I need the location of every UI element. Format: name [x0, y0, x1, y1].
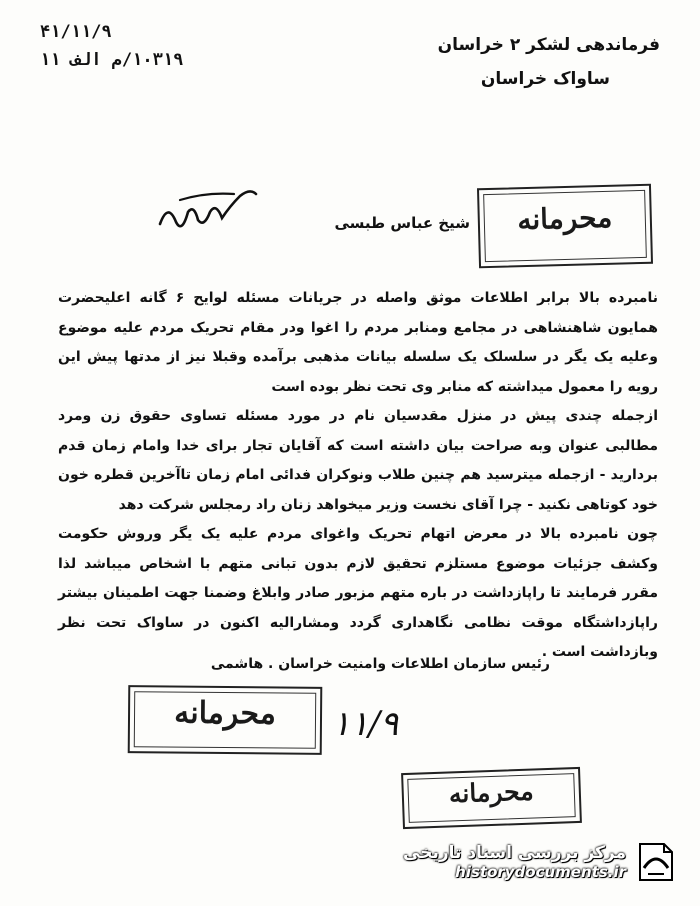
sender-line-2: ساواک خراسان — [480, 69, 610, 89]
body-paragraph-1: نامبرده بالا برابر اطلاعات موثق واصله در جریانات مسئله لوایح ۶ گانه اعلیحضرت همایون شاهنشاهی در مجامع ومنابر مردم را اغوا ودر مقام تحریک مردم علیه موضوع وعلیه یک یگر در سلسلک یک سلسله بیانات مذهبی برآمده وقبلا نیز از مدتها پیش این رویه را معمول میداشته که منابر وی تحت نظر بوده است — [58, 290, 658, 395]
signer-line: رئیس سازمان اطلاعات وامنیت خراسان . هاشمی — [210, 656, 550, 672]
confidential-stamp-middle-text: محرمانه — [174, 695, 277, 732]
body-paragraph-2: ازجمله چندی پیش در منزل مقدسیان نام در مورد مسئله تساوی حقوق زن ومرد مطالبی عنوان وبه صراحت بیان داشته است که آقایان تجار برای خدا وامام زمان قدم بردارید - ازجمله میترسید هم چنین طلاب ونوکران فدائی امام زمان تاآخرین قطره خون خود کوتاهی نکنید - چرا آقای نخست وزیر میخواهد زنان راد رمجلس شرکت دهد — [58, 408, 658, 513]
sender-line-1: فرماندهی لشکر ۲ خراسان — [437, 35, 660, 55]
handwritten-signature — [150, 182, 260, 246]
document-center-logo-icon — [634, 838, 678, 886]
confidential-stamp-bottom — [401, 767, 582, 829]
document-reference-number: ۱۰۳۱۹/م الف ۱۱ — [40, 50, 184, 70]
document-date: ۴۱/۱۱/۹ — [40, 22, 112, 42]
date-reference-block — [40, 18, 240, 74]
confidential-stamp-bottom-text: محرمانه — [448, 776, 535, 809]
letter-body — [58, 284, 658, 668]
confidential-stamp-top — [477, 184, 653, 269]
logo-url-text: historydocuments.ir — [455, 863, 626, 881]
watermark-logo — [403, 838, 678, 886]
sender-block — [400, 28, 660, 96]
logo-persian-text: مرکز بررسی اسناد تاریخی — [403, 843, 626, 863]
confidential-stamp-top-text: محرمانه — [516, 200, 613, 237]
handwritten-date: ۱۱/۹ — [332, 704, 399, 744]
body-paragraph-3: چون نامبرده بالا در معرض اتهام تحریک واغوای مردم علیه یک یگر وروش حکومت وکشف جزئیات موضوع مستلزم تحقیق لازم بدون تبانی متهم با اشخاص میباشد لذا مقرر فرمایند تا راپازداشت در باره متهم مزبور صادر وابلاغ وضمنا جهت اطمینان بیشتر راپازداشتگاه موقت نظامی نگاهداری گردد ومشارالیه اکنون در ساواک تحت نظر وبازداشت است . — [58, 526, 658, 660]
confidential-stamp-middle — [128, 685, 323, 755]
signature-scribble-icon — [150, 182, 260, 242]
subject-recipient: شیخ عباس طبسی — [334, 214, 470, 232]
